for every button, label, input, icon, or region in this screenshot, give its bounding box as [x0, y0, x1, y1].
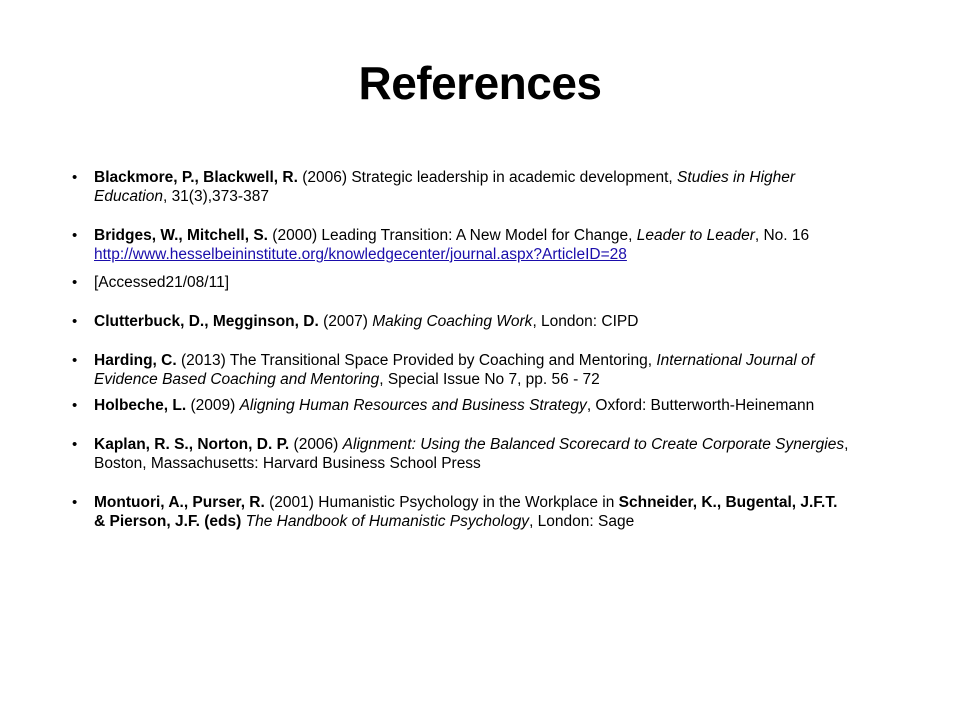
reference-source: International Journal of Evidence Based Coaching and Mentoring — [94, 352, 815, 388]
reference-source: Making Coaching Work — [372, 313, 533, 330]
reference-year: (2013) — [180, 352, 226, 369]
reference-authors: Kaplan, R. S., Norton, D. P. — [94, 436, 290, 453]
reference-source: The Handbook of Humanistic Psychology — [245, 513, 530, 530]
reference-url-link[interactable]: http://www.hesselbeininstitute.org/knowledgecenter/journal.aspx?ArticleID=28 — [94, 246, 627, 263]
reference-list — [72, 168, 852, 531]
reference-source: Studies in Higher Education — [94, 169, 796, 205]
reference-authors: Bridges, W., Mitchell, S. — [94, 227, 268, 244]
reference-title: Leading Transition: A New Model for Change, — [321, 227, 633, 244]
reference-details: , London: CIPD — [532, 313, 639, 330]
reference-authors: Clutterbuck, D., Megginson, D. — [94, 313, 319, 330]
reference-source: Leader to Leader — [636, 227, 755, 244]
reference-authors: Holbeche, L. — [94, 397, 187, 414]
reference-item-montuori — [72, 493, 852, 531]
reference-authors: Harding, C. — [94, 352, 177, 369]
reference-authors: Montuori, A., Purser, R. — [94, 494, 265, 511]
slide-title: References — [358, 57, 602, 109]
reference-item-holbeche — [72, 396, 852, 415]
reference-accessed-date: [Accessed21/08/11] — [94, 274, 229, 291]
reference-item-blackmore — [72, 168, 852, 206]
reference-details: , 31(3),373-387 — [162, 188, 269, 205]
reference-item-accessed — [72, 273, 852, 292]
reference-year: (2007) — [323, 313, 368, 330]
reference-year: (2001) — [269, 494, 314, 511]
reference-year: (2000) — [272, 227, 318, 244]
reference-year: (2009) — [190, 397, 236, 414]
reference-authors: Blackmore, P., Blackwell, R. — [94, 169, 298, 186]
reference-details: , Boston, Massachusetts: Harvard Business School Press — [94, 436, 849, 472]
reference-details: , London: Sage — [529, 513, 635, 530]
reference-title: Humanistic Psychology in the Workplace in — [318, 494, 615, 511]
reference-details: , No. 16 — [754, 227, 810, 244]
reference-title: Strategic leadership in academic development, — [351, 169, 673, 186]
reference-year: (2006) — [293, 436, 339, 453]
reference-item-clutterbuck — [72, 312, 852, 331]
reference-item-harding — [72, 351, 852, 389]
reference-item-kaplan — [72, 435, 852, 473]
reference-details: , Special Issue No 7, pp. 56 - 72 — [379, 371, 600, 388]
reference-source: Aligning Human Resources and Business Strategy — [239, 397, 587, 414]
reference-details: , Oxford: Butterworth-Heinemann — [586, 397, 815, 414]
reference-source: Alignment: Using the Balanced Scorecard to Create Corporate Synergies — [342, 436, 845, 453]
reference-title: The Transitional Space Provided by Coaching and Mentoring, — [229, 352, 653, 369]
reference-editors: Schneider, K., Bugental, J.F.T. & Pierson, J.F. (eds) — [94, 494, 838, 530]
reference-item-bridges — [72, 226, 852, 264]
reference-year: (2006) — [302, 169, 348, 186]
